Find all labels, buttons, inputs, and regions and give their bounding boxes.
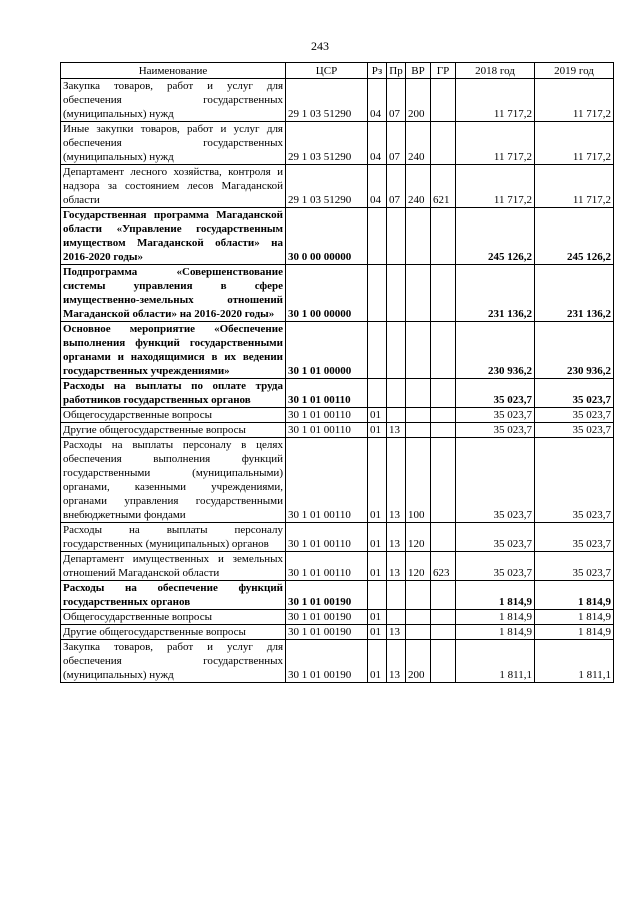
amount-2018: 1 814,9: [456, 581, 535, 610]
amount-2019: 1 811,1: [535, 640, 614, 683]
amount-2019: 35 023,7: [535, 379, 614, 408]
subsection-code: 07: [387, 165, 406, 208]
expense-type-code: 120: [406, 552, 431, 581]
budget-table: [60, 62, 614, 683]
table-row: [61, 640, 614, 683]
subsection-code: [387, 208, 406, 265]
item-name: Другие общегосударственные вопросы: [61, 625, 286, 640]
expense-type-code: [406, 610, 431, 625]
administrator-code: 621: [431, 165, 456, 208]
administrator-code: 623: [431, 552, 456, 581]
section-code: 01: [368, 408, 387, 423]
amount-2018: 1 814,9: [456, 610, 535, 625]
table-header: [61, 63, 614, 79]
item-name: Основное мероприятие «Обеспечение выполнения функций государственными органами и находящимися в их ведении государственных учреждениями»: [61, 322, 286, 379]
section-code: [368, 322, 387, 379]
expense-type-code: [406, 408, 431, 423]
amount-2019: 35 023,7: [535, 552, 614, 581]
csr-code: 30 0 00 00000: [286, 208, 368, 265]
amount-2018: 230 936,2: [456, 322, 535, 379]
section-code: 04: [368, 79, 387, 122]
expense-type-code: [406, 581, 431, 610]
item-name: Иные закупки товаров, работ и услуг для обеспечения государственных (муниципальных) нужд: [61, 122, 286, 165]
csr-code: 30 1 00 00000: [286, 265, 368, 322]
table-row: [61, 438, 614, 523]
item-name: Расходы на выплаты персоналу государственных (муниципальных) органов: [61, 523, 286, 552]
table-row: [61, 625, 614, 640]
subsection-code: [387, 581, 406, 610]
amount-2019: 1 814,9: [535, 610, 614, 625]
subsection-code: 13: [387, 552, 406, 581]
subsection-code: [387, 610, 406, 625]
section-code: 01: [368, 438, 387, 523]
subsection-code: 13: [387, 625, 406, 640]
administrator-code: [431, 408, 456, 423]
csr-code: 29 1 03 51290: [286, 122, 368, 165]
section-code: 01: [368, 423, 387, 438]
administrator-code: [431, 208, 456, 265]
section-code: 01: [368, 610, 387, 625]
csr-code: 30 1 01 00190: [286, 625, 368, 640]
expense-type-code: [406, 423, 431, 438]
section-code: [368, 581, 387, 610]
csr-code: 30 1 01 00190: [286, 610, 368, 625]
header-csr: ЦСР: [286, 63, 368, 79]
table-row: [61, 208, 614, 265]
administrator-code: [431, 423, 456, 438]
subsection-code: 13: [387, 423, 406, 438]
section-code: [368, 379, 387, 408]
csr-code: 30 1 01 00110: [286, 552, 368, 581]
amount-2019: 11 717,2: [535, 79, 614, 122]
header-row: [61, 63, 614, 79]
subsection-code: [387, 408, 406, 423]
expense-type-code: [406, 379, 431, 408]
section-code: 04: [368, 165, 387, 208]
expense-type-code: 240: [406, 165, 431, 208]
section-code: [368, 265, 387, 322]
amount-2019: 35 023,7: [535, 438, 614, 523]
csr-code: 30 1 01 00110: [286, 423, 368, 438]
expense-type-code: [406, 625, 431, 640]
administrator-code: [431, 322, 456, 379]
expense-type-code: 100: [406, 438, 431, 523]
amount-2019: 1 814,9: [535, 581, 614, 610]
subsection-code: 07: [387, 122, 406, 165]
table-row: [61, 523, 614, 552]
csr-code: 30 1 01 00190: [286, 640, 368, 683]
table-row: [61, 322, 614, 379]
administrator-code: [431, 581, 456, 610]
amount-2019: 35 023,7: [535, 423, 614, 438]
expense-type-code: 120: [406, 523, 431, 552]
header-2019: 2019 год: [535, 63, 614, 79]
administrator-code: [431, 610, 456, 625]
section-code: [368, 208, 387, 265]
administrator-code: [431, 523, 456, 552]
administrator-code: [431, 79, 456, 122]
item-name: Расходы на выплаты по оплате труда работников государственных органов: [61, 379, 286, 408]
table-row: [61, 265, 614, 322]
amount-2019: 35 023,7: [535, 408, 614, 423]
expense-type-code: 200: [406, 640, 431, 683]
amount-2018: 35 023,7: [456, 379, 535, 408]
administrator-code: [431, 265, 456, 322]
subsection-code: [387, 379, 406, 408]
administrator-code: [431, 640, 456, 683]
amount-2019: 230 936,2: [535, 322, 614, 379]
item-name: Другие общегосударственные вопросы: [61, 423, 286, 438]
csr-code: 30 1 01 00110: [286, 438, 368, 523]
amount-2018: 35 023,7: [456, 438, 535, 523]
expense-type-code: 240: [406, 122, 431, 165]
amount-2018: 11 717,2: [456, 79, 535, 122]
amount-2019: 11 717,2: [535, 122, 614, 165]
amount-2019: 231 136,2: [535, 265, 614, 322]
csr-code: 30 1 01 00110: [286, 379, 368, 408]
table-row: [61, 122, 614, 165]
section-code: 01: [368, 625, 387, 640]
amount-2018: 35 023,7: [456, 408, 535, 423]
section-code: 04: [368, 122, 387, 165]
table-body: [61, 79, 614, 683]
csr-code: 29 1 03 51290: [286, 165, 368, 208]
item-name: Департамент имущественных и земельных отношений Магаданской области: [61, 552, 286, 581]
header-gr: ГР: [431, 63, 456, 79]
header-rz: Рз: [368, 63, 387, 79]
header-vr: ВР: [406, 63, 431, 79]
item-name: Общегосударственные вопросы: [61, 408, 286, 423]
item-name: Государственная программа Магаданской области «Управление государственным имуществом Магаданской области» на 2016-2020 годы»: [61, 208, 286, 265]
administrator-code: [431, 625, 456, 640]
amount-2018: 11 717,2: [456, 122, 535, 165]
csr-code: 30 1 01 00110: [286, 408, 368, 423]
item-name: Закупка товаров, работ и услуг для обеспечения государственных (муниципальных) нужд: [61, 640, 286, 683]
amount-2018: 35 023,7: [456, 423, 535, 438]
item-name: Департамент лесного хозяйства, контроля и надзора за состоянием лесов Магаданской области: [61, 165, 286, 208]
header-name: Наименование: [61, 63, 286, 79]
table-row: [61, 379, 614, 408]
csr-code: 30 1 01 00190: [286, 581, 368, 610]
item-name: Подпрограмма «Совершенствование системы управления в сфере имущественно-земельных отношений Магаданской области» на 2016-2020 годы»: [61, 265, 286, 322]
item-name: Расходы на выплаты персоналу в целях обеспечения выполнения функций государственными (муниципальными) органами, казенными учреждениями, органами управления государственными внебюджетными фондами: [61, 438, 286, 523]
amount-2019: 11 717,2: [535, 165, 614, 208]
subsection-code: 13: [387, 640, 406, 683]
page-number: 243: [311, 39, 329, 53]
table-row: [61, 610, 614, 625]
amount-2018: 1 814,9: [456, 625, 535, 640]
table-row: [61, 581, 614, 610]
amount-2019: 1 814,9: [535, 625, 614, 640]
section-code: 01: [368, 552, 387, 581]
administrator-code: [431, 438, 456, 523]
subsection-code: 13: [387, 438, 406, 523]
amount-2019: 245 126,2: [535, 208, 614, 265]
expense-type-code: 200: [406, 79, 431, 122]
csr-code: 30 1 01 00110: [286, 523, 368, 552]
subsection-code: 13: [387, 523, 406, 552]
expense-type-code: [406, 322, 431, 379]
item-name: Закупка товаров, работ и услуг для обеспечения государственных (муниципальных) нужд: [61, 79, 286, 122]
amount-2018: 35 023,7: [456, 523, 535, 552]
expense-type-code: [406, 265, 431, 322]
table-row: [61, 165, 614, 208]
header-2018: 2018 год: [456, 63, 535, 79]
csr-code: 30 1 01 00000: [286, 322, 368, 379]
subsection-code: 07: [387, 79, 406, 122]
section-code: 01: [368, 640, 387, 683]
item-name: Общегосударственные вопросы: [61, 610, 286, 625]
item-name: Расходы на обеспечение функций государственных органов: [61, 581, 286, 610]
amount-2018: 11 717,2: [456, 165, 535, 208]
table-row: [61, 79, 614, 122]
amount-2018: 1 811,1: [456, 640, 535, 683]
csr-code: 29 1 03 51290: [286, 79, 368, 122]
amount-2018: 231 136,2: [456, 265, 535, 322]
amount-2018: 245 126,2: [456, 208, 535, 265]
header-pr: Пр: [387, 63, 406, 79]
section-code: 01: [368, 523, 387, 552]
table-row: [61, 408, 614, 423]
table-row: [61, 423, 614, 438]
amount-2019: 35 023,7: [535, 523, 614, 552]
administrator-code: [431, 379, 456, 408]
administrator-code: [431, 122, 456, 165]
subsection-code: [387, 322, 406, 379]
expense-type-code: [406, 208, 431, 265]
table-row: [61, 552, 614, 581]
amount-2018: 35 023,7: [456, 552, 535, 581]
subsection-code: [387, 265, 406, 322]
